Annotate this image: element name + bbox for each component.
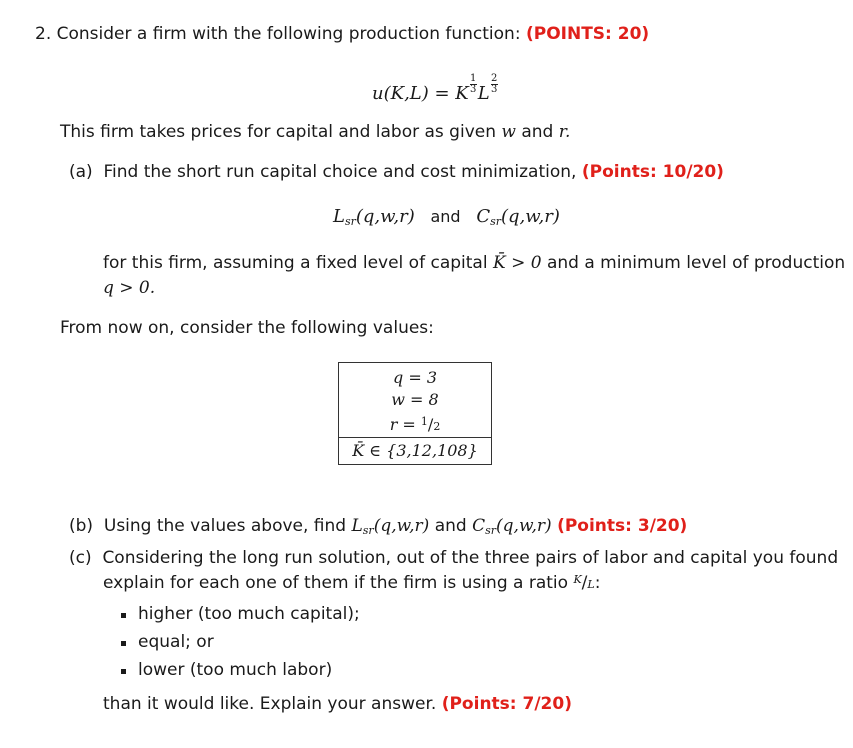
part-b: (b) Using the values above, find $L_{sr}(q,w,r)$ and $C_{sr}(q,w,r)$ (Points: 3/20) — [69, 516, 688, 537]
value-w: w = 8 — [391, 390, 439, 409]
values-table — [338, 362, 492, 465]
part-c-line-2: explain for each one of them if the firm is using a ratio $^K$/L: — [103, 573, 601, 593]
bullet-2: equal; or — [138, 632, 214, 652]
r-symbol: r. — [558, 122, 571, 142]
question-header — [35, 24, 649, 44]
question-intro: Consider a firm with the following production function: — [56, 24, 521, 44]
exponent-l: $\frac{2}{3}$ — [491, 73, 498, 95]
from-now-text: From now on, consider the following values: — [60, 318, 434, 338]
and-text: and — [521, 122, 554, 142]
part-b-points: (Points: 3/20) — [557, 516, 688, 536]
exponent-k: $\frac{1}{3}$ — [470, 73, 477, 95]
formula-l: L — [477, 83, 490, 104]
part-a-points: (Points: 10/20) — [581, 162, 724, 182]
production-function — [372, 74, 499, 104]
q-condition: q > 0. — [103, 278, 156, 298]
part-a-text: Find the short run capital choice and cost minimization, — [103, 162, 577, 182]
takes-prices-text: This firm takes prices for capital and labor as given — [60, 122, 496, 142]
part-a-header — [69, 162, 724, 182]
bullet-3-marker — [121, 669, 126, 674]
value-r: r = $^1$/2 — [389, 415, 441, 434]
part-a-label: (a) — [69, 162, 93, 182]
w-symbol: w — [501, 122, 516, 142]
kbar-condition: K̄ > 0 — [492, 253, 542, 273]
bullet-1-marker — [121, 613, 126, 618]
takes-prices-line — [60, 122, 570, 142]
part-a-formula: $L_{sr}(q,w,r)$ and $C_{sr}(q,w,r)$ — [333, 206, 560, 228]
value-kbar: K̄ ∈ {3,12,108} — [352, 441, 478, 460]
part-c-points: (Points: 7/20) — [441, 694, 572, 714]
part-c-line-1: (c) Considering the long run solution, out of the three pairs of labor and capital you found — [69, 548, 839, 568]
value-q: q = 3 — [393, 368, 437, 387]
question-points: (POINTS: 20) — [525, 24, 650, 44]
question-number: 2. — [35, 24, 52, 44]
part-c-closing: than it would like. Explain your answer. (Points: 7/20) — [103, 694, 572, 714]
part-a-condition-1: for this firm, assuming a fixed level of capital K̄ > 0 and a minimum level of production — [103, 253, 846, 273]
bullet-2-marker — [121, 641, 126, 646]
formula-lhs: u(K,L) = K — [372, 83, 469, 104]
bullet-1: higher (too much capital); — [138, 604, 360, 624]
bullet-3: lower (too much labor) — [138, 660, 333, 680]
